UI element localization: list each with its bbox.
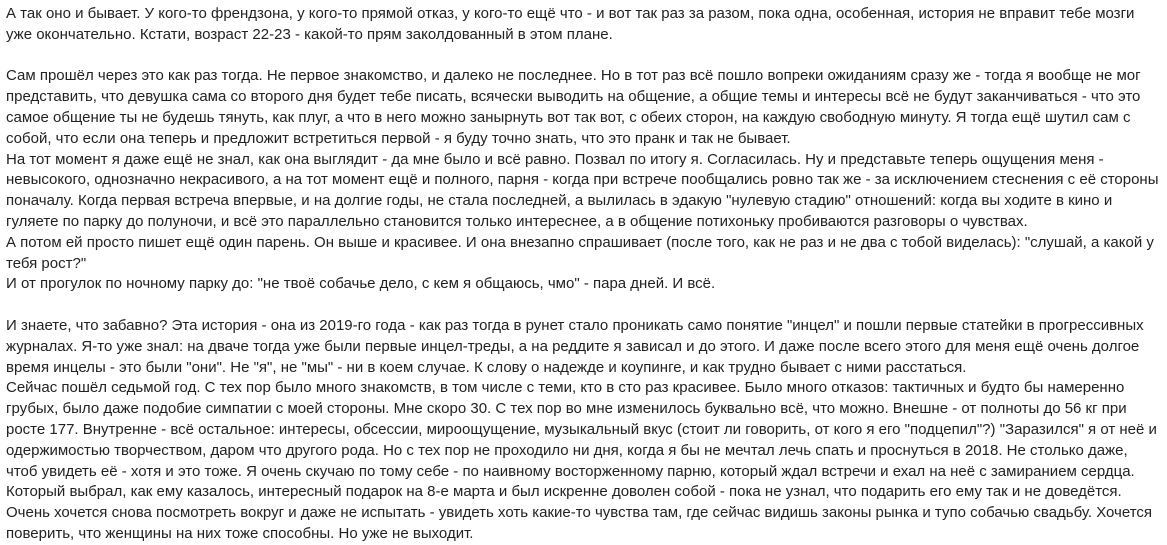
paragraph-ending: И от прогулок по ночному парку до: "не твоё собачье дело, с кем я общаюсь, чмо" - пара дней. И всё. bbox=[6, 275, 716, 293]
paragraph-gap bbox=[6, 295, 1162, 316]
paragraph-gap bbox=[6, 46, 1162, 67]
paragraph-first-meeting: На тот момент я даже ещё не знал, как она выглядит - да мне было и всё равно. Позвал по итогу я. Согласилась. Ну и представьте теперь ощущения меня - невысокого, однозначно некрасивого, а на тот момент ещё и полного, парня - когда при встрече пообщались ровно так же - за исключением стеснения с её стороны поначалу. Когда первая встреча впервые, и на долгие годы, не стала последней, а вылилась в эдакую "нулевую стадию" отношений: когда вы ходите в кино и гуляете по парку до полуночи, и всё это параллельно становится только интереснее, а в общение потихоньку пробиваются разговоры о чувствах. bbox=[6, 150, 1159, 230]
paragraph-story-start: Сам прошёл через это как раз тогда. Не первое знакомство, и далеко не последнее. Но в тот раз всё пошло вопреки ожиданиям сразу же - тогда я вообще не мог представить, что девушка сама со второго дня будет тебе писать, всячески выводить на общение, а общие темы и интересы всё не будут заканчиваться - что это самое общение ты не будешь тянуть, как плуг, а что в него можно занырнуть вот так вот, с обеих сторон, на каждую свободную минуту. Я тогда ещё шутил сам с собой, что если она теперь и предложит встретиться первой - я буду точно знать, что это пранк и так не бывает. bbox=[6, 67, 1141, 147]
paragraph-another-guy: А потом ей просто пишет ещё один парень. Он выше и красивее. И она внезапно спрашивает (после того, как не раз и не два с тобой виделась): "слушай, а какой у тебя рост?" bbox=[6, 233, 1154, 272]
paragraph-incel-reflection: И знаете, что забавно? Эта история - она из 2019-го года - как раз тогда в рунет стало проникать само понятие "инцел" и пошли первые статейки в прогрессивных журналах. Я-то уже знал: на двачe тогда уже были первые инцел-треды, а на реддите я зависал и до этого. И даже после всего этого для меня ещё очень долгое время инцелы - это были "они". Не "я", не "мы" - ни в коем случае. К слову о надежде и коупинге, и как трудно бывает с ними расстаться. bbox=[6, 316, 1144, 376]
paragraph-present-day: Сейчас пошёл седьмой год. С тех пор было много знакомств, в том числе с теми, кто в сто раз красивее. Было много отказов: тактичных и будто бы намеренно грубых, было даже подобие симпатии с моей стороны. Мне скоро 30. С тех пор во мне изменилось буквально всё, что можно. Внешне - от полноты до 56 кг при росте 177. Внутренне - всё остальное: интересы, обсессии, мироощущение, музыкальный вкус (стоит ли говорить, от кого я его "подцепил"?) "Заразился" я от неё и одержимостью творчеством, даром что другого рода. Но с тех пор не проходило ни дня, когда я бы не мечтал лечь спать и проснуться в 2018. Не столько даже, чтоб увидеть её - хотя и это тоже. Я очень скучаю по тому себе - по наивному восторженному парню, который ждал встречи и ехал на неё с замиранием сердца. Который выбрал, как ему казалось, интересный подарок на 8-е марта и был искренне доволен собой - пока не узнал, что подарить его ему так и не доведётся. Очень хочется снова посмотреть вокруг и даже не испытать - увидеть хоть какие-то чувства там, где сейчас видишь законы рынка и тупо собачью свадьбу. Хочется поверить, что женщины на них тоже способны. Но уже не выходит. bbox=[6, 379, 1157, 542]
paragraph-intro: А так оно и бывает. У кого-то френдзона, у кого-то прямой отказ, у кого-то ещё что - и вот так раз за разом, пока одна, особенная, история не вправит тебе мозги уже окончательно. Кстати, возраст 22-23 - какой-то прям заколдованный в этом плане. bbox=[6, 5, 1135, 43]
